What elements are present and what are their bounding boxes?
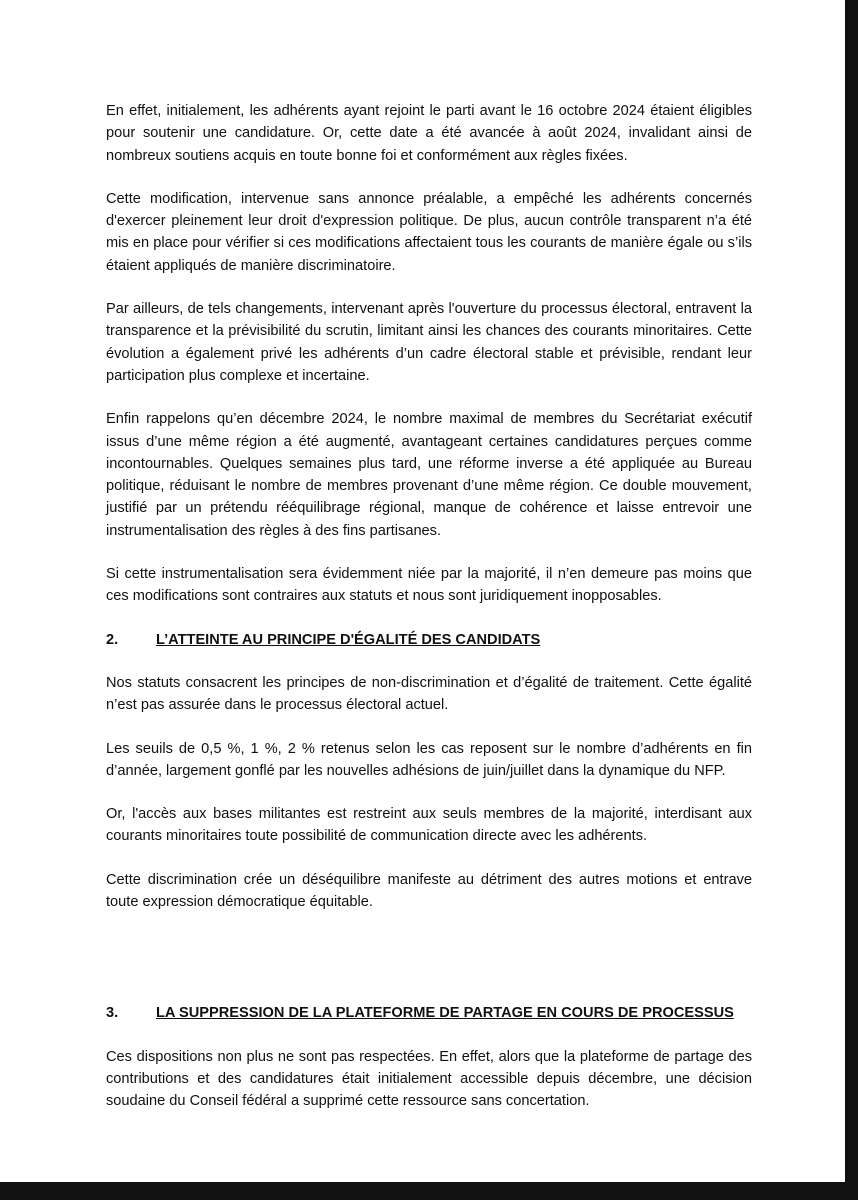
section-title: L’ATTEINTE AU PRINCIPE D'ÉGALITÉ DES CANDIDATS — [156, 631, 541, 648]
paragraph: Cette modification, intervenue sans annonce préalable, a empêché les adhérents concernés d'exercer pleinement leur droit d'expression politique. De plus, aucun contrôle transparent n’a été mis en place pour vérifier si ces modifications affectaient tous les courants de manière égale ou s’ils étaient appliqués de manière discriminatoire. — [106, 190, 752, 274]
section-heading-2 — [106, 629, 752, 651]
paragraph: Enfin rappelons qu’en décembre 2024, le nombre maximal de membres du Secrétariat exécutif issus d’une même région a été augmenté, avantageant certaines candidatures perçues comme incontournables. Quelques semaines plus tard, une réforme inverse a été appliquée au Bureau politique, réduisant le nombre de membres provenant d’une même région. Ce double mouvement, justifié par un prétendu rééquilibrage régional, manque de cohérence et laisse entrevoir une instrumentalisation des règles à des fins partisanes. — [106, 411, 752, 539]
paragraph: Or, l'accès aux bases militantes est restreint aux seuls membres de la majorité, interdisant aux courants minoritaires toute possibilité de communication directe avec les adhérents. — [106, 806, 752, 845]
screen-edge-bottom — [0, 1182, 858, 1200]
paragraph: Ces dispositions non plus ne sont pas respectées. En effet, alors que la plateforme de partage des contributions et des candidatures était initialement accessible depuis décembre, une décision soudaine du Conseil fédéral a supprimé cette ressource sans concertation. — [106, 1048, 752, 1110]
paragraph: Nos statuts consacrent les principes de non-discrimination et d’égalité de traitement. Cette égalité n’est pas assurée dans le processus électoral actuel. — [106, 674, 752, 714]
paragraph: En effet, initialement, les adhérents ayant rejoint le parti avant le 16 octobre 2024 étaient éligibles pour soutenir une candidature. Or, cette date a été avancée à août 2024, invalidant ainsi de nombreux soutiens acquis en toute bonne foi et conformément aux règles fixées. — [106, 103, 752, 164]
section-number: 2. — [106, 631, 119, 648]
document-body — [106, 100, 752, 1134]
paragraph: Cette discrimination crée un déséquilibre manifeste au détriment des autres motions et entrave toute expression démocratique équitable. — [106, 871, 752, 911]
section-title: LA SUPPRESSION DE LA PLATEFORME DE PARTAGE EN COURS DE PROCESSUS — [156, 1005, 734, 1022]
section-heading-3 — [106, 1002, 752, 1024]
paragraph: Les seuils de 0,5 %, 1 %, 2 % retenus selon les cas reposent sur le nombre d’adhérents en fin d’année, largement gonflé par les nouvelles adhésions de juin/juillet dans la dynamique du NFP. — [106, 740, 752, 779]
screen-edge — [845, 0, 858, 1200]
section-number: 3. — [106, 1005, 119, 1022]
paragraph: Si cette instrumentalisation sera évidemment niée par la majorité, il n’en demeure pas moins que ces modifications sont contraires aux statuts et nous sont juridiquement inopposables. — [106, 566, 752, 605]
paragraph: Par ailleurs, de tels changements, intervenant après l'ouverture du processus électoral, entravent la transparence et la prévisibilité du scrutin, limitant ainsi les chances des courants minoritaires. Cette évolution a également privé les adhérents d’un cadre électoral stable et prévisible, rendant leur participation plus complexe et incertaine. — [106, 301, 752, 384]
